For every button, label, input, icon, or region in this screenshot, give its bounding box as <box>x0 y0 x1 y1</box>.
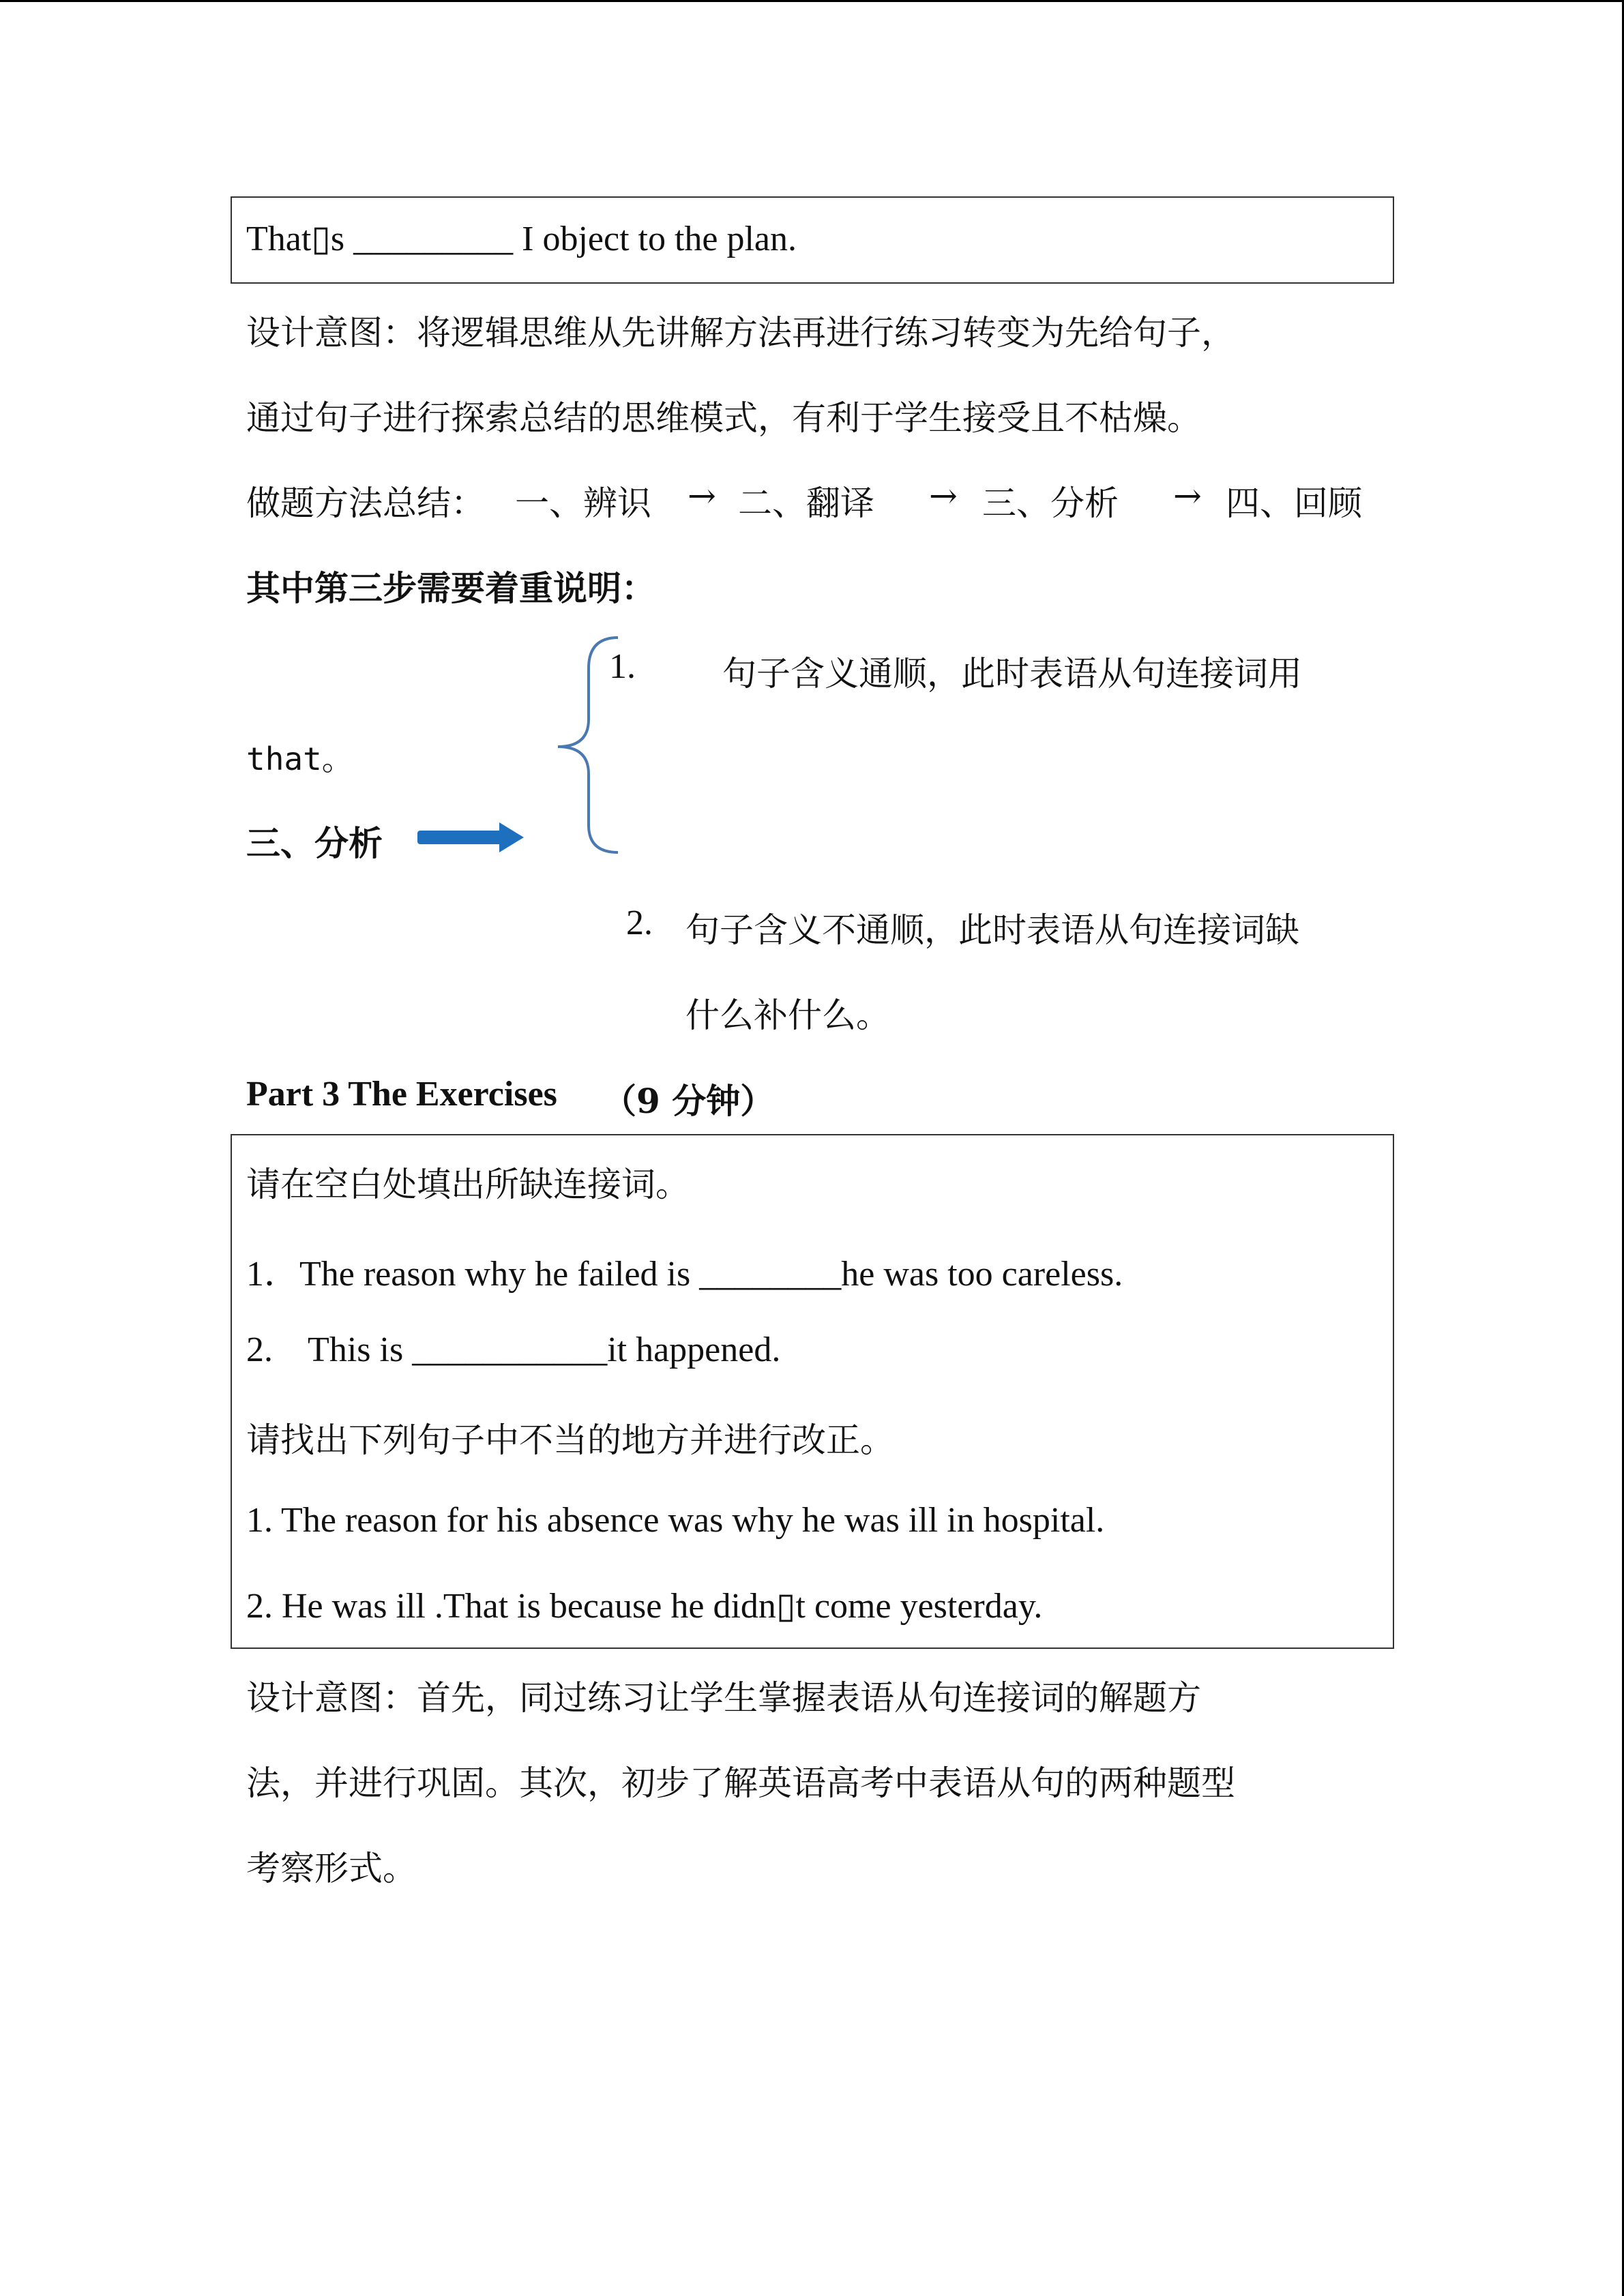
exercise-correction-1: 1. The reason for his absence was why he was ill in hospital. <box>246 1501 1105 1540</box>
analysis-label: 三、分析 <box>246 823 383 863</box>
analysis-item-1-number: 1. <box>609 647 636 686</box>
method-step-4: 四、回顾 <box>1226 483 1362 523</box>
exercise-question-2: 2. This is ___________it happened. <box>246 1330 781 1369</box>
analysis-item-1-text: 句子含义通顺，此时表语从句连接词用 <box>722 654 1302 694</box>
step-three-heading: 其中第三步需要着重说明： <box>246 568 655 608</box>
exercise-instruction-correct: 请找出下列句子中不当的地方并进行改正。 <box>246 1420 894 1460</box>
analysis-item-2-line-2: 什么补什么。 <box>685 996 890 1035</box>
part-3-title: Part 3 The Exercises <box>246 1075 557 1114</box>
analysis-arrow-icon <box>417 818 527 856</box>
design-intent-line-2: 通过句子进行探索总结的思维模式，有利于学生接受且不枯燥。 <box>246 398 1201 438</box>
analysis-item-1-continuation: that。 <box>246 741 353 777</box>
page-top-border <box>0 0 1624 2</box>
analysis-item-2-line-1: 句子含义不通顺，此时表语从句连接词缺 <box>685 910 1299 950</box>
method-step-3: 三、分析 <box>982 483 1119 523</box>
exercise-instruction-fill: 请在空白处填出所缺连接词。 <box>246 1165 690 1204</box>
part-3-duration: （9 分钟） <box>602 1081 775 1121</box>
method-step-1: 一、辨识 <box>515 483 651 523</box>
example-sentence: That▯s _________ I object to the plan. <box>246 220 797 258</box>
exercise-question-1: 1．The reason why he failed is ________he was too careless. <box>246 1255 1123 1294</box>
design-intent-2-line-1: 设计意图：首先，同过练习让学生掌握表语从句连接词的解题方 <box>246 1678 1201 1718</box>
method-arrow-3: → <box>1173 476 1202 516</box>
method-summary-label: 做题方法总结： <box>246 483 485 523</box>
method-arrow-1: → <box>688 476 716 516</box>
design-intent-2-line-2: 法，并进行巩固。其次，初步了解英语高考中表语从句的两种题型 <box>246 1763 1235 1803</box>
curly-brace-icon <box>551 631 619 856</box>
design-intent-line-1: 设计意图：将逻辑思维从先讲解方法再进行练习转变为先给句子， <box>246 313 1235 353</box>
method-arrow-2: → <box>929 476 958 516</box>
exercise-box <box>231 1134 1394 1649</box>
method-step-2: 二、翻译 <box>738 483 874 523</box>
analysis-item-2-number: 2. <box>626 904 653 942</box>
design-intent-2-line-3: 考察形式。 <box>246 1849 417 1888</box>
exercise-correction-2: 2. He was ill .That is because he didn▯t come yesterday. <box>246 1587 1043 1626</box>
